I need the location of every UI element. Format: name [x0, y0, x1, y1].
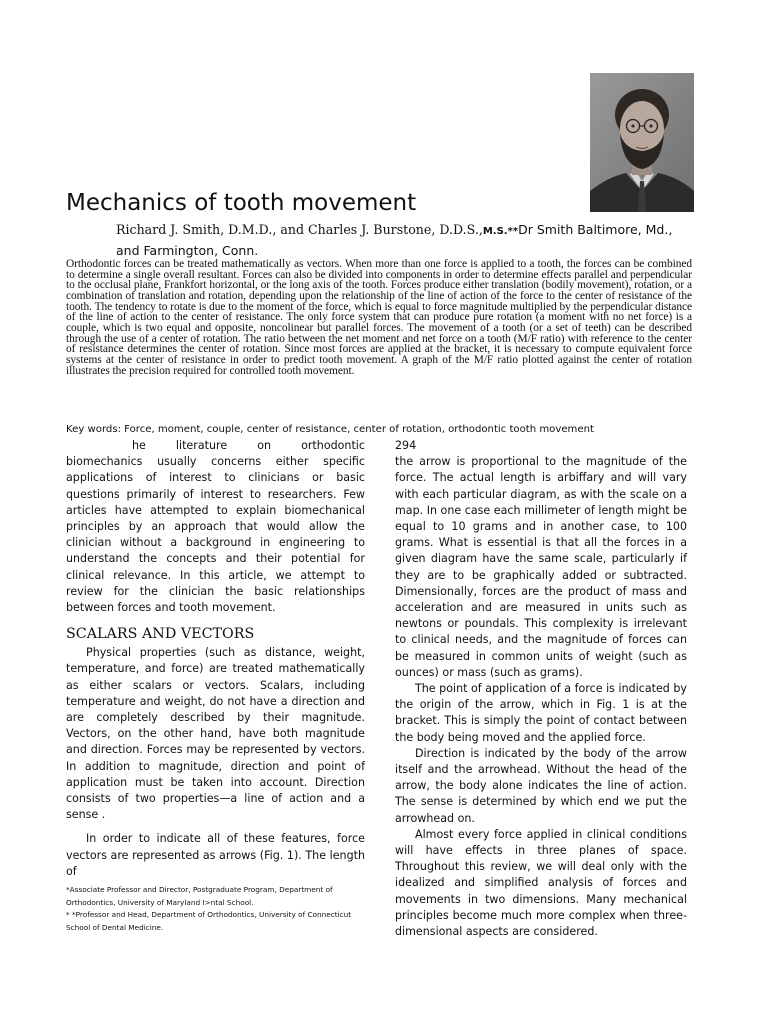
footnote-1: *Associate Professor and Director, Postgraduate Program, Department of Orthodontics, University of Maryland I>ntal School. [66, 885, 333, 907]
body-paragraph: Direction is indicated by the body of the arrow itself and the arrowhead. Without the head of the arrow, the body alone indicates the line of action. The sense is determined by which end we put the arrowhead on. [395, 746, 687, 825]
article-title: Mechanics of tooth movement [66, 190, 417, 216]
authors-affiliation: Dr Smith Baltimore, Md., and Farmington, Conn. [116, 222, 673, 258]
authors-footnote-marker: ** [507, 226, 519, 237]
footnote-2: * *Professor and Head, Department of Orthodontics, University of Connecticut School of Dental Medicine. [66, 910, 352, 932]
author-byline [116, 220, 696, 260]
page-number: 294 [395, 439, 417, 452]
body-paragraph: Physical properties (such as distance, weight, temperature, and force) are treated mathematically as either scalars or vectors. Scalars, including temperature and weight, do not have a direction and are completely described by their magnitude. Vectors, on the other hand, have both magnitude and direction. Forces may be represented by vectors. In addition to magnitude, direction and point of application must be taken into account. Direction consists of two properties—a line of action and a sense . [66, 646, 365, 822]
body-paragraph: In order to indicate all of these features, force vectors are represented as arrows (Fig. 1). The length of [66, 832, 365, 878]
abstract: Orthodontic forces can be treated mathematically as vectors. When more than one force is applied to a tooth, the forces can be combined to determine a single overall resultant. Forces can also be divided into components in order to determine effects parallel and perpendicular to the occlusal plane, Frankfort horizontal, or the long axis of the tooth. Forces produce either translation (bodily movement), rotation, or a combination of translation and rotation, depending upon the relationship of the line of action of the force to the center of resistance of the tooth. The tendency to rotate is due to the moment of the force, which is equal to force magnitude multiplied by the perpendicular distance of the line of action to the center of resistance. The only force system that can produce pure rotation (a moment with no net force) is a couple, which is two equal and opposite, noncolinear but parallel forces. The movement of a tooth (or a set of teeth) can be described through the use of a center of rotation. The ratio between the net moment and net force on a tooth (M/F ratio) with reference to the center of resistance determines the center of rotation. Since most forces are applied at the bracket, it is necessary to compute equivalent force systems at the center of resistance in order to predict tooth movement. A graph of the M/F ratio plotted against the center of rotation illustrates the precision required for controlled tooth movement. [66, 258, 692, 377]
body-paragraph: the arrow is proportional to the magnitude of the force. The actual length is arbiffary and will vary with each particular diagram, as with the scale on a map. In one case each millimeter of length might be equal to 10 grams and in another case, to 100 grams. What is essential is that all the forces in a given diagram have the same scale, particularly if they are to be graphically added or subtracted. Dimensionally, forces are the product of mass and acceleration and are measured in units such as newtons or poundals. This complexity is irrelevant to clinical needs, and the magnitude of forces can be measured in common units of weight (such as ounces) or mass (such as grams). [395, 455, 687, 679]
author-portrait-photo [590, 73, 694, 212]
authors-degree-ms: M.S. [482, 226, 508, 237]
footnotes [66, 884, 366, 934]
intro-text: he literature on orthodontic biomechanics usually concerns either specific applications of interest to clinicians or basic questions primarily of interest to researchers. Few articles have attempted to explain biomechanical principles by an approach that would allow the clinician without a background in engineering to understand the concepts and their potential for clinical relevance. In this article, we attempt to review for the clinician the basic relationships between forces and tooth movement. [66, 439, 365, 615]
left-column [66, 438, 365, 880]
body-paragraph: The point of application of a force is indicated by the origin of the arrow, which in Fig. 1 is at the bracket. This is simply the point of contact between the body being moved and the applied force. [395, 682, 687, 744]
body-paragraph: Almost every force applied in clinical conditions will have effects in three planes of space. Throughout this review, we will deal only with the idealized and simplified analysis of forces and movements in two dimensions. Many mechanical principles become much more complex when three-dimensional aspects are considered. [395, 827, 687, 939]
authors-names: Richard J. Smith, D.M.D., and Charles J. Burstone, D.D.S., [116, 222, 483, 237]
intro-paragraph [66, 438, 365, 616]
section-heading-scalars-vectors: SCALARS AND VECTORS [66, 626, 255, 643]
right-column [395, 438, 687, 940]
keywords: Key words: Force, moment, couple, center of resistance, center of rotation, orthodontic tooth movement [66, 424, 594, 435]
